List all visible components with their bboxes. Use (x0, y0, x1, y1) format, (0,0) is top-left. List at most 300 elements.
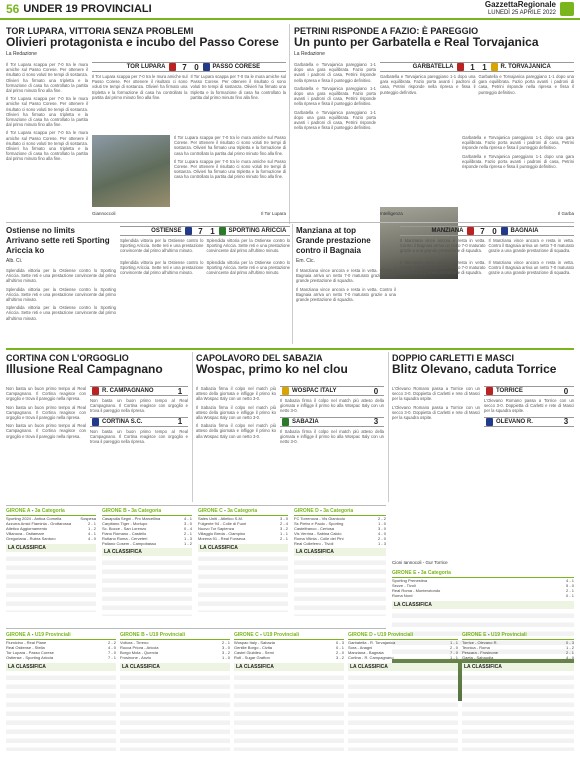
match-label: Sezze - Tivoli (392, 582, 416, 588)
match-score: 4 - 1 (87, 530, 96, 536)
girone-title: GIRONE D - 3a Categoria (294, 508, 386, 516)
article-text: Il Tor Lupara scappa per 7-0 tra le mura amiche sul Passo Corese. Per ottenere il risultato ci sono voluti tre tempi di sostanza. Olivieri ha firmato una tripletta e la formazione di casa ha controllato la partita dal primo minuto fino alla fine. (174, 135, 286, 156)
results-list (392, 579, 574, 599)
scoreboard (400, 226, 574, 236)
standings-title: LA CLASSIFICA (6, 544, 96, 552)
match-score: 0 - 1 (335, 644, 344, 650)
away-team: CORTINA S.C. (102, 418, 143, 425)
away-team: PASSO CORESE (212, 64, 261, 70)
standings-table (198, 552, 288, 612)
results-list (234, 641, 344, 661)
article-text-cont: Garbatella e Torvajanica pareggiano 1-1 dopo una gara equilibrata. Fazio porta avanti i padroni di casa, Petrini risponde nella ripresa e fissa il punteggio definitivo. (462, 153, 574, 170)
home-crest-icon (486, 387, 493, 395)
match-score: 4 - 0 (107, 644, 116, 650)
article-text: L'Olevano Romano passa a Torrice con un secco 3-0. Doppietta di Carletti e rete di Masci per la squadra ospite. (392, 386, 480, 402)
match-label: Real Colleferro - Tivoli (294, 540, 334, 546)
home-score: 1 (177, 386, 183, 396)
match-score: 2 - 0 (377, 535, 386, 541)
article-cortina (6, 353, 186, 376)
girone-c2-panel (234, 632, 344, 751)
standings-table (348, 671, 458, 751)
caption-right: Il Tor Lupara (261, 211, 286, 216)
home-score: 1 (470, 62, 475, 72)
article-text-cont2: Il Tor Lupara scappa per 7-0 tra le mura amiche sul Passo Corese. Per ottenere il risultato ci sono voluti tre tempi di sostanza. Olivieri ha firmato una tripletta e la formazione di casa ha controllato la partita dal primo minuto fino alla fine. (6, 130, 88, 162)
match-label: Real Ostiense - Stella (6, 644, 45, 650)
match-label: Manziana - Bagnaia (348, 649, 384, 655)
away-team: SABAZIA (292, 418, 319, 425)
match-label: Frosinone - Anzio (120, 654, 152, 660)
away-score: 1 (482, 62, 487, 72)
match-label: Wospac Italy - Sabazia (234, 640, 275, 645)
results-list (6, 517, 96, 542)
match-label: Garbatella - R. Torvajanica (348, 640, 396, 645)
home-team: MANZIANA (431, 228, 464, 234)
match-score: 1 - 2 (87, 525, 96, 531)
results-list (102, 517, 192, 546)
standings-title: LA CLASSIFICA (120, 663, 230, 671)
match-score: 7 - 1 (107, 654, 116, 660)
away-team: R. TORVAJANICA (500, 64, 551, 70)
home-lineup: Garbatella e Torvajanica pareggiano 1-1 dopo una gara equilibrata. Fazio porta avanti i padroni di casa, Petrini risponde nella ripresa e fissa il punteggio definitivo. (380, 74, 476, 95)
result-row (348, 656, 458, 661)
away-crest-icon (92, 418, 99, 426)
results-list (348, 641, 458, 661)
match-score: 4 - 0 (377, 530, 386, 536)
article-kicker: TOR LUPARA, VITTORIA SENZA PROBLEMI (6, 26, 194, 36)
article-text-cont: Splendida vittoria per la Ostiense contro lo Sporting Ariccia. Sette reti e una prestazione convincente dal primo all'ultimo minuto. (206, 259, 290, 276)
match-score: 2 - 1 (279, 535, 288, 541)
standings-title: LA CLASSIFICA (392, 601, 574, 609)
match-box (280, 386, 384, 444)
home-crest-icon (282, 387, 289, 395)
lineups (120, 238, 290, 254)
article-author: La Redazione (6, 51, 37, 57)
lineups (380, 74, 574, 95)
match-label: Roma Vitinia - Colle dei Pini (294, 535, 344, 541)
standings-title: LA CLASSIFICA (294, 548, 386, 556)
match-box (400, 226, 574, 275)
home-lineup: Splendida vittoria per la Ostiense contro lo Sporting Ariccia. Sette reti e una prestazione convincente dal primo all'ultimo minuto. (120, 238, 204, 254)
away-crest-icon (219, 227, 226, 235)
article-headline: Olivieri protagonista e incubo del Passo Corese (6, 35, 279, 49)
match-label: FC Torrenova - Vis Gianicolo (294, 516, 345, 521)
home-score: 7 (198, 226, 203, 236)
match-label: Atletico Aggiornamento (6, 525, 48, 531)
match-score: 5 - 0 (565, 582, 574, 588)
away-lineup: Il Sabazia firma il colpo nel match più atteso della giornata e infligge il primo ko alla Wospac Italy con un netto 3-0. (280, 428, 384, 445)
away-score: 1 (210, 226, 215, 236)
article-headline: Wospac, primo ko nel clou (196, 362, 348, 376)
match-label: Rocca Priora - Ariccia (120, 644, 159, 650)
article-garbatella (294, 26, 574, 57)
match-label: Fiumicino - Real Piane (6, 640, 47, 645)
results-list (120, 641, 230, 661)
results-list (294, 517, 386, 546)
match-score: 1 - 1 (449, 654, 458, 660)
away-lineup: Garbatella e Torvajanica pareggiano 1-1 dopo una gara equilibrata. Fazio porta avanti i padroni di casa, Petrini risponde nella ripresa e fissa il punteggio definitivo. (478, 74, 574, 95)
match-label: Villaggio Breda - Ciampino (198, 530, 246, 536)
standings-table (6, 552, 96, 612)
standings-table (102, 556, 192, 616)
girone-title: GIRONE C - 3a Categoria (198, 508, 288, 516)
article-body-right (174, 135, 286, 180)
article-text: Splendida vittoria per la Ostiense contro lo Sporting Ariccia. Sette reti e una prestazione convincente dal primo all'ultimo minuto. (120, 259, 204, 276)
article-text-cont2: Il Sabazia firma il colpo nel match più atteso della giornata e infligge il primo ko alla Wospac Italy con un netto 3-0. (196, 423, 276, 439)
match-label: Tor Lupara - Passo Corese (6, 649, 54, 655)
match-score: 4 - 1 (183, 516, 192, 521)
article-manziana (296, 226, 396, 302)
match-score: 2 - 2 (107, 640, 116, 645)
match-label: Gaeta - Sabaudia (462, 654, 494, 660)
match-label: Gentile Borgo - Civita (234, 644, 273, 650)
article-text-cont: Garbatella e Torvajanica pareggiano 1-1 dopo una gara equilibrata. Fazio porta avanti i padroni di casa, Petrini risponde nella ripresa e fissa il punteggio definitivo. (294, 85, 376, 107)
article-text-cont2: Non basta un buon primo tempo al Real Campagnano. Il Cortina reagisce con orgoglio e trova il pareggio nella ripresa. (6, 423, 86, 439)
home-crest-icon (92, 387, 99, 395)
match-score: 2 - 1 (183, 530, 192, 536)
match-label: Roma Nord (392, 592, 413, 598)
match-score: 2 - 1 (221, 640, 230, 645)
match-score: 3 - 0 (183, 520, 192, 526)
scoreboard-away (484, 417, 574, 427)
girone-title: GIRONE B - 3a Categoria (102, 508, 192, 516)
article-headline: Arrivano sette reti Sporting Ariccia ko (6, 236, 110, 255)
scoreboard-home (484, 386, 574, 396)
article-tor-lupara (6, 26, 286, 57)
home-lineup: Non basta un buon primo tempo al Real Campagnano. Il Cortina reagisce con orgoglio e trova il pareggio nella ripresa. (90, 398, 188, 414)
girone-a2-panel (6, 632, 116, 751)
article-text: Il Sabazia firma il colpo nel match più atteso della giornata e infligge il primo ko alla Wospac Italy con un netto 3-0. (196, 386, 276, 402)
away-team: OLEVANO R. (496, 418, 533, 425)
girone-c-panel (198, 508, 288, 612)
match-score: 0 - 4 (183, 525, 192, 531)
result-row (6, 656, 116, 661)
article-body (294, 62, 376, 130)
article-author: La Redazione (294, 51, 325, 57)
article-text: Garbatella e Torvajanica pareggiano 1-1 dopo una gara equilibrata. Fazio porta avanti i padroni di casa, Petrini risponde nella ripresa e fissa il punteggio definitivo. (294, 62, 376, 83)
scoreboard-home (280, 386, 384, 396)
match-score: 2 - 1 (87, 520, 96, 526)
match-score: 1 - 2 (565, 644, 574, 650)
match-label: Voltura - Tirreno (120, 640, 149, 645)
match-score: 0 - 1 (565, 592, 574, 598)
match-label: Rufiano Roma - Cerveteri (102, 535, 148, 541)
match-score: 2 - 2 (377, 516, 386, 521)
home-lineup: L'Olevano Romano passa a Torrice con un secco 3-0. Doppietta di Carletti e rete di Masci per la squadra ospite. (484, 398, 574, 414)
article-kicker: DOPPIO CARLETTI E MASCI (392, 353, 515, 363)
match-label: Villanova - Ostiamare (6, 530, 45, 536)
standings-title: LA CLASSIFICA (234, 663, 344, 671)
page-header (0, 0, 580, 20)
article-text-cont: Il Sabazia firma il colpo nel match più atteso della giornata e infligge il primo ko alla Wospac Italy con un netto 3-0. (196, 404, 276, 421)
scoreboard (120, 226, 290, 236)
match-score: 7 - 0 (449, 649, 458, 655)
match-label: Real Roma - Monterotondo (392, 587, 441, 593)
article-text-cont: Splendida vittoria per la Ostiense contro lo Sporting Ariccia. Sette reti e una prestazione convincente dal primo all'ultimo minuto. (6, 286, 116, 303)
result-row (392, 594, 574, 599)
article-text: Il Manziana vince ancora e resta in vetta. Contro il Bagnaia arriva un netto 7-0 maturato grazie a una grande prestazione di squadra. (296, 268, 396, 284)
article-text-cont: Il Tor Lupara scappa per 7-0 tra le mura amiche sul Passo Corese. Per ottenere il risultato ci sono voluti tre tempi di sostanza. Olivieri ha firmato una tripletta e la formazione di casa ha controllato la partita dal primo minuto fino alla fine. (6, 96, 88, 128)
lineups (400, 238, 574, 254)
standings-table (120, 671, 230, 751)
match-label: Cortina - R. Campagnano (348, 654, 394, 660)
article-headline: Blitz Olevano, caduta Torrice (392, 362, 557, 376)
match-label: Morena 91 - Real Fonseca (198, 535, 246, 541)
article-ostiense (6, 226, 116, 321)
result-row (6, 537, 96, 542)
article-author: Em. Cic. (296, 258, 315, 264)
match-score: 1 - 1 (449, 640, 458, 645)
away-score: 0 (492, 226, 497, 236)
girone-title: GIRONE A - U19 Provinciali (6, 632, 116, 640)
standings-table (6, 671, 116, 751)
home-team: R. CAMPAGNANO (102, 388, 154, 394)
match-score: 2 - 0 (335, 649, 344, 655)
results-list (6, 641, 116, 661)
article-text-cont: Non basta un buon primo tempo al Real Campagnano. Il Cortina reagisce con orgoglio e trova il pareggio nella ripresa. (6, 404, 86, 421)
photo-caption (92, 210, 286, 216)
match-label: Casapulla Segni - Pro Marcellina (102, 516, 161, 521)
article-headline: Un punto per Garbatella e Real Torvajanica (294, 35, 539, 49)
girone-a-panel (6, 508, 96, 612)
scoreboard-home (90, 386, 188, 396)
match-score: 3 - 0 (377, 525, 386, 531)
match-label: Fulgente 94 - Colle di Fuori (198, 520, 247, 526)
article-body-right (462, 135, 574, 169)
away-crest-icon (491, 63, 498, 71)
girone-title: GIRONE E - 3a Categoria (392, 570, 574, 578)
away-team: SPORTING ARICCIA (228, 228, 287, 234)
home-team: TORRICE (496, 388, 523, 394)
home-crest-icon (457, 63, 464, 71)
match-label: Torrice - Olevano R. (462, 640, 498, 645)
match-score: 4 - 0 (565, 654, 574, 660)
away-crest-icon (282, 418, 289, 426)
match-score: 4 - 1 (565, 578, 574, 583)
girone-title: GIRONE B - U19 Provinciali (120, 632, 230, 640)
article-headline: Illusione Real Campagnano (6, 362, 163, 376)
match-score: 3 - 0 (221, 644, 230, 650)
brand-name: GazzettaRegionale (484, 0, 556, 9)
article-kicker: CORTINA CON L'ORGOGLIO (6, 353, 129, 363)
result-row (234, 656, 344, 661)
away-score: 1 (177, 417, 183, 427)
article-text-cont: Il Manziana vince ancora e resta in vetta. Contro il Bagnaia arriva un netto 7-0 maturato grazie a una grande prestazione di squadra. (488, 259, 574, 276)
result-row (120, 656, 230, 661)
match-label: Pescara - Frosinone (462, 649, 499, 655)
away-crest-icon (486, 418, 493, 426)
article-columns (120, 260, 290, 276)
away-score: 3 (563, 417, 569, 427)
match-label: Paliano Cosem - Campobasso (102, 540, 157, 546)
result-row (198, 537, 288, 542)
away-crest-icon (203, 63, 210, 71)
girone-e2-panel (462, 632, 574, 751)
brand-block (485, 1, 556, 17)
away-score: 0 (194, 62, 199, 72)
article-text: Il Manziana vince ancora e resta in vetta. Contro il Bagnaia arriva un netto 7-0 maturato grazie a una grande prestazione di squadra. (400, 259, 486, 276)
girone-b-panel (102, 508, 192, 616)
match-label: Tecnica - Roma (462, 644, 490, 650)
girone-title: GIRONE C - U19 Provinciali (234, 632, 344, 640)
standings-title: LA CLASSIFICA (6, 663, 116, 671)
home-crest-icon (169, 63, 176, 71)
standings-table (462, 671, 574, 751)
match-box (90, 386, 188, 444)
article-text: Garbatella e Torvajanica pareggiano 1-1 dopo una gara equilibrata. Fazio porta avanti i padroni di casa, Petrini risponde nella ripresa e fissa il punteggio definitivo. (462, 135, 574, 151)
home-lineup: Il Sabazia firma il colpo nel match più atteso della giornata e infligge il primo ko alla Wospac Italy con un netto 3-0. (280, 398, 384, 414)
match-score: 3 - 0 (279, 516, 288, 521)
home-lineup: Il Manziana vince ancora e resta in vetta. Contro il Bagnaia arriva un netto 7-0 maturato grazie a una grande prestazione di squadra. (400, 238, 486, 254)
scoreboard-away (90, 417, 188, 427)
away-lineup: Non basta un buon primo tempo al Real Campagnano. Il Cortina reagisce con orgoglio e trova il pareggio nella ripresa. (90, 428, 188, 445)
article-columns (400, 260, 574, 276)
away-score: 3 (373, 417, 379, 427)
match-score: 1 - 0 (221, 654, 230, 660)
away-lineup: Splendida vittoria per la Ostiense contro lo Sporting Ariccia. Sette reti e una prestazione convincente dal primo all'ultimo minuto. (206, 238, 290, 254)
match-score: 2 - 0 (449, 644, 458, 650)
article-kicker: PETRINI RISPONDE A FAZIO: È PAREGGIO (294, 26, 479, 36)
home-score: 7 (480, 226, 485, 236)
match-score: 2 - 4 (279, 520, 288, 526)
page-number: 56 (6, 2, 20, 16)
away-lineup: Il Tor Lupara scappa per 7-0 tra le mura amiche sul Passo Corese. Per ottenere il risultato ci sono voluti tre tempi di sostanza. Olivieri ha firmato una tripletta e la formazione di casa ha controllato la partita dal primo minuto fino alla fine. (190, 74, 286, 100)
match-box (120, 226, 290, 275)
away-team: BAGNAIA (510, 228, 539, 234)
result-row (462, 656, 574, 661)
article-body (392, 386, 480, 420)
match-label: Carpitano Tiger - Morlupo (102, 520, 148, 526)
match-box (484, 386, 574, 429)
home-crest-icon (467, 227, 474, 235)
article-text-cont: Il Tor Lupara scappa per 7-0 tra le mura amiche sul Passo Corese. Per ottenere il risultato ci sono voluti tre tempi di sostanza. Olivieri ha firmato una tripletta e la formazione di casa ha controllato la partita dal primo minuto fino alla fine. (174, 158, 286, 180)
girone-d2-panel (348, 632, 458, 751)
match-label: Sporting Prenestina (392, 578, 428, 583)
article-text-cont: L'Olevano Romano passa a Torrice con un secco 3-0. Doppietta di Carletti e rete di Masci per la squadra ospite. (392, 404, 480, 421)
results-list (462, 641, 574, 661)
article-kicker: CAPOLAVORO DEL SABAZIA (196, 353, 323, 363)
caption-left: Giannoccoli (92, 211, 116, 216)
girone-b2-panel (120, 632, 230, 751)
match-score: 1 - 3 (183, 535, 192, 541)
article-body (6, 386, 86, 439)
standings-table (234, 671, 344, 751)
match-label: Ss Pietro e Paolo - Sporting (294, 520, 344, 526)
match-score: 3 - 2 (221, 649, 230, 655)
article-text-cont: Il Manziana vince ancora e resta in vetta. Contro il Bagnaia arriva un netto 7-0 maturato grazie a una grande prestazione di squadra. (296, 286, 396, 303)
article-text: Il Tor Lupara scappa per 7-0 tra le mura amiche sul Passo Corese. Per ottenere il risultato ci sono voluti tre tempi di sostanza. Olivieri ha firmato una tripletta e la formazione di casa ha controllato la partita dal primo minuto fino alla fine. (6, 62, 88, 94)
article-text: Non basta un buon primo tempo al Real Campagnano. Il Cortina reagisce con orgoglio e trova il pareggio nella ripresa. (6, 386, 86, 402)
article-kicker: Manziana at top (296, 226, 357, 235)
lineups (92, 74, 286, 100)
match-label: Vis Verrina - Sabina Calcio (294, 530, 342, 536)
photo-caption (392, 559, 574, 565)
girone-title: GIRONE D - U19 Provinciali (348, 632, 458, 640)
result-row (102, 542, 192, 547)
photo-caption (380, 210, 574, 216)
section-title: UNDER 19 PROVINCIALI (23, 3, 152, 15)
match-score: 7 - 0 (107, 649, 116, 655)
match-label: Castel Giubileo - Semi (234, 649, 274, 655)
match-label: Sora - Anagni (348, 644, 373, 650)
match-label: Sales Uniti - Atletico S.M. (198, 516, 243, 521)
brand-logo-icon (560, 2, 574, 16)
away-crest-icon (501, 227, 508, 235)
match-label: Borgo Mola - Quercia (120, 649, 159, 655)
match-score: Sospesa (80, 516, 96, 521)
article-text-cont2: Splendida vittoria per la Ostiense contro lo Sporting Ariccia. Sette reti e una prestazione convincente dal primo all'ultimo minuto. (6, 305, 116, 321)
home-crest-icon (185, 227, 192, 235)
standings-title: LA CLASSIFICA (198, 544, 288, 552)
standings-title: LA CLASSIFICA (462, 663, 574, 671)
caption-left: Intelligenza (380, 211, 403, 216)
match-label: Fiano Romano - Castello (102, 530, 147, 536)
match-label: Ostiense - Sporting Ariccia (6, 654, 54, 660)
match-score: 2 - 1 (565, 649, 574, 655)
home-team: OSTIENSE (151, 228, 182, 234)
article-text: Splendida vittoria per la Ostiense contro lo Sporting Ariccia. Sette reti e una prestazione convincente dal primo all'ultimo minuto. (6, 268, 116, 284)
issue-date: LUNEDÌ 25 APRILE 2022 (487, 10, 556, 16)
article-olevano (392, 353, 574, 376)
match-score: 3 - 2 (335, 654, 344, 660)
results-list (198, 517, 288, 542)
match-score: 0 - 3 (335, 640, 344, 645)
match-score: 1 - 1 (279, 530, 288, 536)
match-photo (92, 135, 170, 207)
article-sabazia (196, 353, 386, 376)
article-author: Alb. Ci. (6, 258, 23, 264)
match-label: Gregoriana - Rubra Santoro (6, 535, 56, 541)
home-lineup: Il Tor Lupara scappa per 7-0 tra le mura amiche sul Passo Corese. Per ottenere il risultato ci sono voluti tre tempi di sostanza. Olivieri ha firmato una tripletta e la formazione di casa ha controllato la partita dal primo minuto fino alla fine. (92, 74, 188, 100)
home-score: 0 (373, 386, 379, 396)
home-team: WOSPAC ITALY (292, 388, 337, 394)
home-team: TOR LUPARA (126, 64, 166, 70)
home-team: GARBATELLA (412, 64, 454, 70)
match-score: 4 - 0 (87, 535, 96, 541)
match-label: Sc. Bocce - San Lorenzo (102, 525, 147, 531)
match-score: 1 - 3 (377, 540, 386, 546)
article-body (6, 62, 88, 162)
match-label: Castelfranco - Certosa (294, 525, 335, 531)
result-row (294, 542, 386, 547)
match-box (92, 62, 286, 100)
article-kicker: Ostiense no limits (6, 226, 75, 235)
match-label: Sporting 2024 - Antica Cornelia (6, 516, 62, 521)
standings-table (294, 556, 386, 616)
match-label: Rofi - Sugar Grafton (234, 654, 270, 660)
scoreboard (92, 62, 286, 72)
match-label: Azzurra Amici Flaminia - Grottarossa (6, 520, 72, 526)
standings-title: LA CLASSIFICA (102, 548, 192, 556)
girone-title: GIRONE E - U19 Provinciali (462, 632, 574, 640)
match-box (380, 62, 574, 95)
article-headline: Grande prestazione contro il Bagnaia (296, 236, 371, 255)
match-score: 1 - 2 (183, 540, 192, 546)
match-score: 2 - 1 (565, 587, 574, 593)
scoreboard (380, 62, 574, 72)
home-score: 0 (563, 386, 569, 396)
match-score: 1 - 0 (377, 520, 386, 526)
match-score: 3 - 2 (279, 525, 288, 531)
girone-title: GIRONE A - 3a Categoria (6, 508, 96, 516)
home-score: 7 (182, 62, 187, 72)
article-text-cont2: Garbatella e Torvajanica pareggiano 1-1 dopo una gara equilibrata. Fazio porta avanti i padroni di casa, Petrini risponde nella ripresa e fissa il punteggio definitivo. (294, 109, 376, 131)
match-score: 0 - 3 (565, 640, 574, 645)
caption-right: Il Garba (557, 211, 574, 216)
standings-title: LA CLASSIFICA (348, 663, 458, 671)
article-body (196, 386, 276, 439)
away-lineup: Il Manziana vince ancora e resta in vetta. Contro il Bagnaia arriva un netto 7-0 maturato grazie a una grande prestazione di squadra. (488, 238, 574, 254)
scoreboard-away (280, 417, 384, 427)
